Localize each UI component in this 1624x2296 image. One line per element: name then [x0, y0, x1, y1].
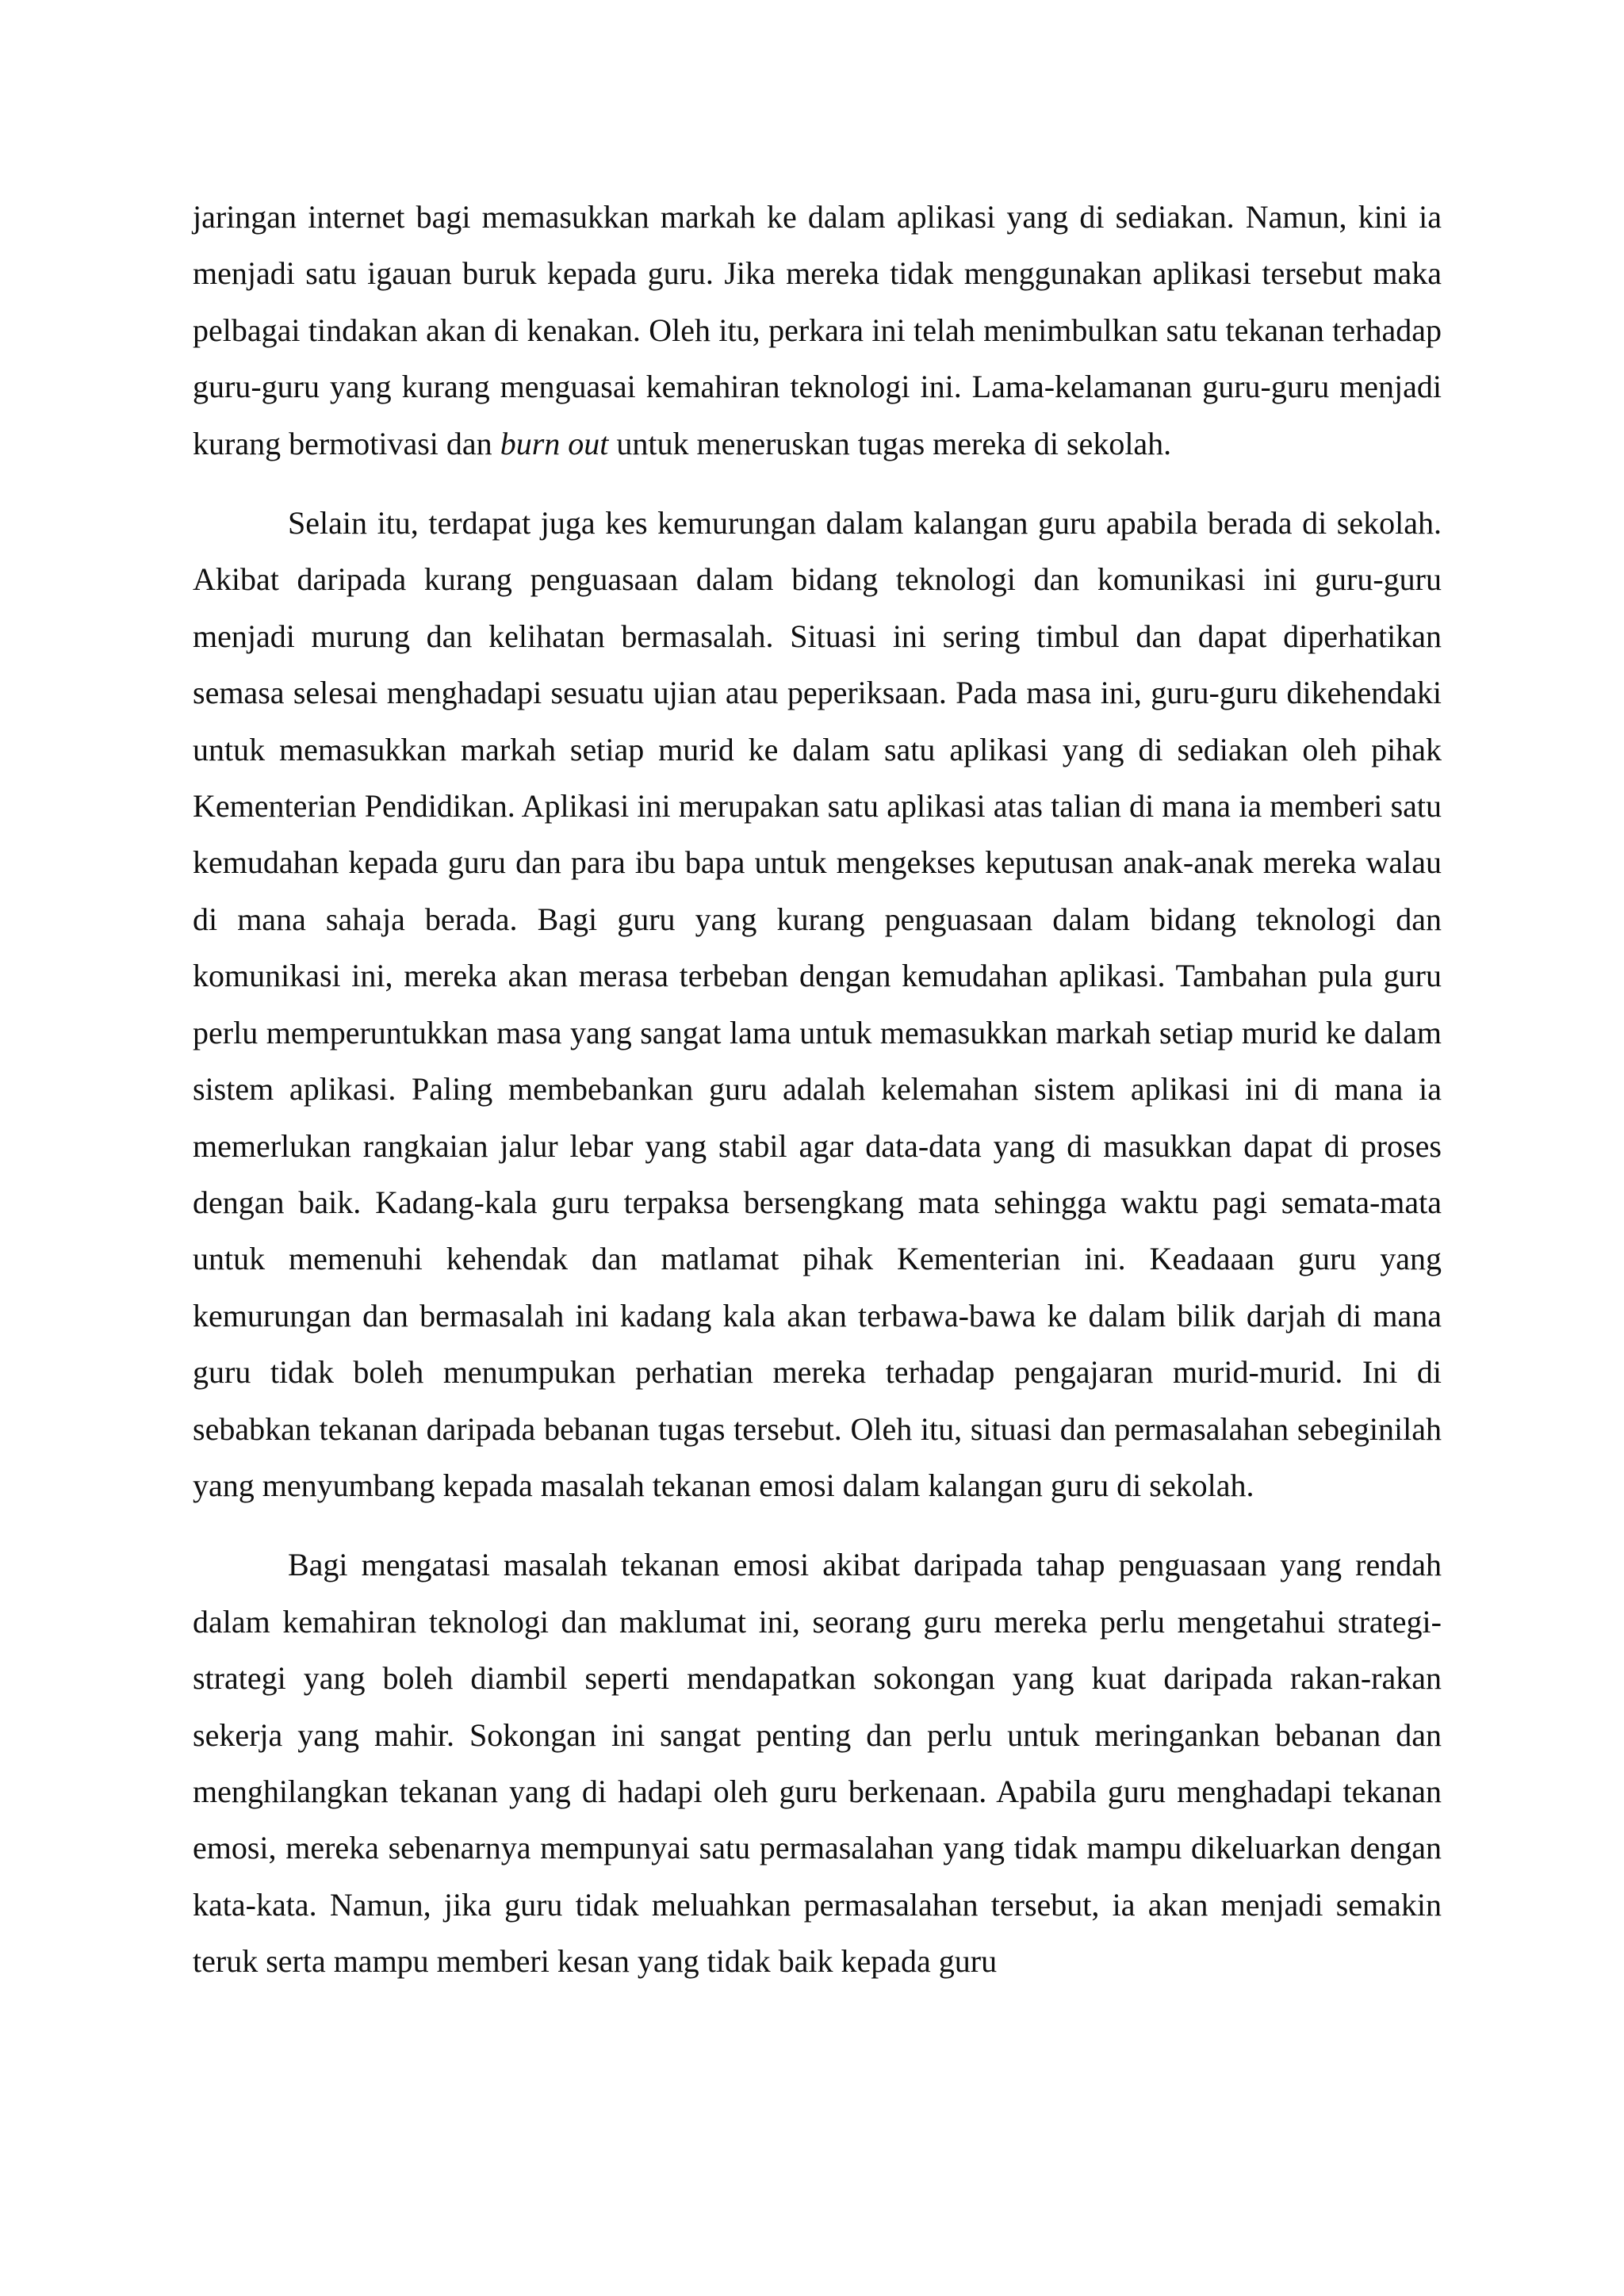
paragraph-1-text-start: jaringan internet bagi memasukkan markah ke dalam aplikasi yang di sediakan. Namun, kini ia menjadi satu igauan buruk kepada guru. Jika mereka tidak menggunakan aplikasi tersebut maka pelbagai tindakan akan di kenakan. Oleh itu, perkara ini telah menimbulkan satu tekanan terhadap guru-guru yang kurang menguasai kemahiran teknologi ini. Lama-kelamanan guru-guru menjadi kurang bermotivasi dan — [193, 199, 1442, 461]
paragraph-1-text-end: untuk meneruskan tugas mereka di sekolah. — [608, 425, 1172, 461]
paragraph-3: Bagi mengatasi masalah tekanan emosi akibat daripada tahap penguasaan yang rendah dalam kemahiran teknologi dan maklumat ini, seorang guru mereka perlu mengetahui strategi-strategi yang boleh diambil seperti mendapatkan sokongan yang kuat daripada rakan-rakan sekerja yang mahir. Sokongan ini sangat penting dan perlu untuk meringankan bebanan dan menghilangkan tekanan yang di hadapi oleh guru berkenaan. Apabila guru menghadapi tekanan emosi, mereka sebenarnya mempunyai satu permasalahan yang tidak mampu dikeluarkan dengan kata-kata. Namun, jika guru tidak meluahkan permasalahan tersebut, ia akan menjadi semakin teruk serta mampu memberi kesan yang tidak baik kepada guru — [193, 1547, 1442, 1980]
paragraph-2: Selain itu, terdapat juga kes kemurungan dalam kalangan guru apabila berada di sekolah. Akibat daripada kurang penguasaan dalam bidang teknologi dan komunikasi ini guru-guru menjadi murung dan kelihatan bermasalah. Situasi ini sering timbul dan dapat diperhatikan semasa selesai menghadapi sesuatu ujian atau peperiksaan. Pada masa ini, guru-guru dikehendaki untuk memasukkan markah setiap murid ke dalam satu aplikasi yang di sediakan oleh pihak Kementerian Pendidikan. Aplikasi ini merupakan satu aplikasi atas talian di mana ia memberi satu kemudahan kepada guru dan para ibu bapa untuk mengekses keputusan anak-anak mereka walau di mana sahaja berada. Bagi guru yang kurang penguasaan dalam bidang teknologi dan komunikasi ini, mereka akan merasa terbeban dengan kemudahan aplikasi. Tambahan pula guru perlu memperuntukkan masa yang sangat lama untuk memasukkan markah setiap murid ke dalam sistem aplikasi. Paling membebankan guru adalah kelemahan sistem aplikasi ini di mana ia memerlukan rangkaian jalur lebar yang stabil agar data-data yang di masukkan dapat di proses dengan baik. Kadang-kala guru terpaksa bersengkang mata sehingga waktu pagi semata-mata untuk memenuhi kehendak dan matlamat pihak Kementerian ini. Keadaaan guru yang kemurungan dan bermasalah ini kadang kala akan terbawa-bawa ke dalam bilik darjah di mana guru tidak boleh menumpukan perhatian mereka terhadap pengajaran murid-murid. Ini di sebabkan tekanan daripada bebanan tugas tersebut. Oleh itu, situasi dan permasalahan sebeginilah yang menyumbang kepada masalah tekanan emosi dalam kalangan guru di sekolah. — [193, 505, 1442, 1503]
paragraph-1 — [193, 189, 1442, 472]
document-page — [193, 189, 1442, 1990]
paragraph-1-italic-term: burn out — [500, 425, 609, 461]
